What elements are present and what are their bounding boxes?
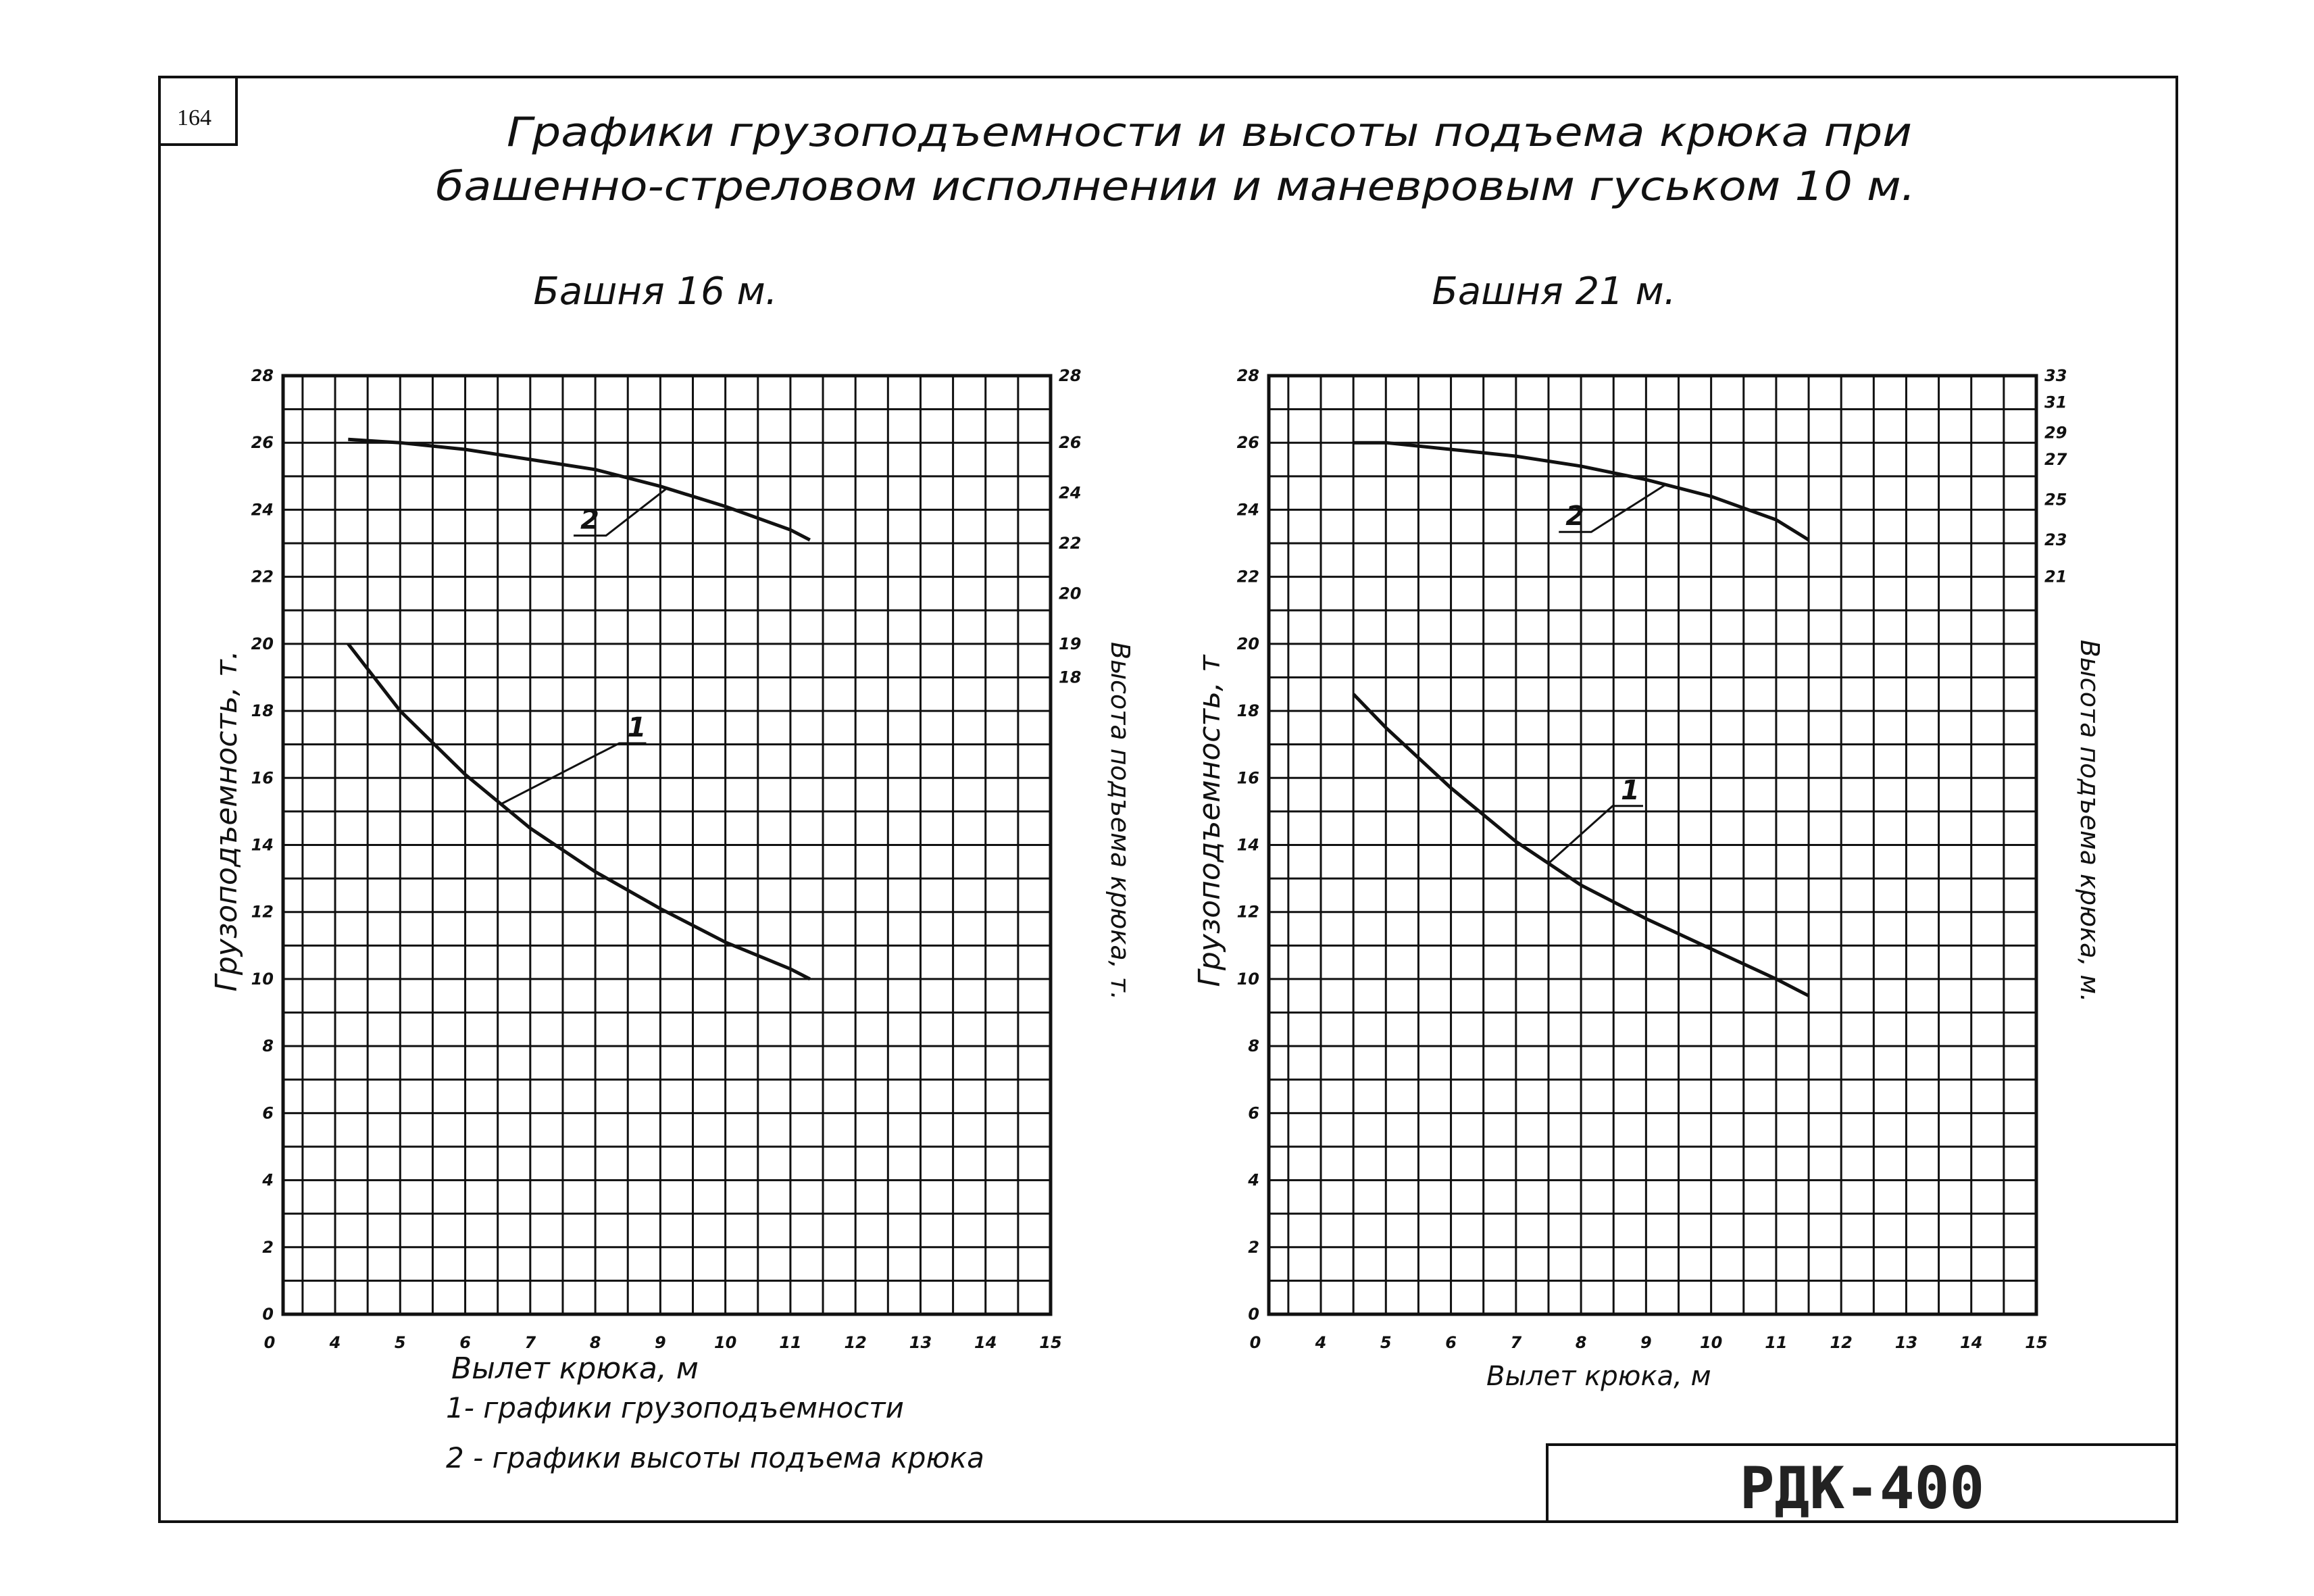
x-tick-label: 11: [1765, 1333, 1788, 1352]
x-tick-label: 14: [974, 1333, 997, 1352]
y2-tick-label: 33: [2044, 366, 2067, 385]
y-tick-label: 22: [1236, 567, 1259, 587]
y-tick-label: 6: [262, 1103, 274, 1123]
y-tick-label: 12: [251, 902, 274, 922]
y-tick-label: 4: [262, 1170, 274, 1190]
x-tick-label: 4: [1315, 1333, 1327, 1352]
stamp-text: РДК-400: [1739, 1455, 1985, 1522]
chart-tower-21: [1192, 270, 2105, 1392]
x-tick-label: 7: [524, 1333, 536, 1352]
y2-tick-label: 31: [2044, 393, 2067, 412]
y2-tick-label: 22: [1059, 534, 1082, 553]
x-tick-label: 10: [713, 1333, 737, 1352]
y2-tick-label: 27: [2044, 450, 2067, 470]
y2-tick-label: 19: [1059, 634, 1082, 653]
x-tick-label: 9: [655, 1333, 666, 1352]
y-axis-label: Грузоподъемность, т: [1192, 655, 1227, 987]
chart-ticks: [251, 366, 1082, 1352]
x-tick-label: 0: [263, 1333, 276, 1352]
y-tick-label: 12: [1236, 902, 1259, 922]
x-tick-label: 5: [394, 1333, 406, 1352]
x-tick-label: 13: [1894, 1333, 1918, 1352]
y2-tick-label: 29: [2044, 423, 2067, 443]
x-tick-label: 13: [909, 1333, 932, 1352]
y-tick-label: 24: [251, 500, 274, 520]
chart-grid: [1269, 376, 2036, 1314]
series-label: 1: [627, 712, 647, 743]
x-tick-label: 12: [1830, 1333, 1853, 1352]
y-tick-label: 14: [251, 835, 274, 855]
y-tick-label: 26: [251, 433, 274, 453]
y-tick-label: 14: [1236, 835, 1259, 855]
x-tick-label: 15: [2025, 1333, 2048, 1352]
y-tick-label: 28: [251, 366, 274, 385]
series-leader: [1549, 806, 1643, 864]
y-tick-label: 2: [262, 1237, 274, 1257]
y-axis-label: Грузоподъемность, т.: [209, 650, 244, 992]
y-tick-label: 26: [1236, 433, 1259, 453]
y-tick-label: 0: [1248, 1305, 1259, 1324]
y-tick-label: 18: [251, 701, 274, 721]
x-axis-label: Вылет крюка, м: [1486, 1361, 1711, 1392]
y2-axis-label: Высота подъема крюка, м.: [2075, 639, 2105, 1003]
y-tick-label: 0: [262, 1305, 274, 1324]
y2-tick-label: 21: [2044, 567, 2067, 587]
x-tick-label: 0: [1249, 1333, 1261, 1352]
x-tick-label: 4: [329, 1333, 341, 1352]
y-tick-label: 24: [1236, 500, 1259, 520]
y-tick-label: 20: [1236, 634, 1259, 653]
y-tick-label: 6: [1248, 1103, 1259, 1123]
y-tick-label: 20: [251, 634, 274, 653]
legend-item-1: 1- графики грузоподъемности: [446, 1391, 904, 1424]
y-tick-label: 8: [262, 1037, 274, 1056]
x-tick-label: 5: [1380, 1333, 1392, 1352]
chart-tower-16: [209, 270, 1135, 1386]
x-tick-label: 8: [589, 1333, 601, 1352]
y-tick-label: 2: [1248, 1237, 1259, 1257]
y-tick-label: 8: [1248, 1037, 1259, 1056]
chart-title: Башня 21 м.: [1432, 270, 1676, 314]
page-title-line1: Графики грузоподъемности и высоты подъема крюка при: [507, 109, 1912, 156]
y-tick-label: 28: [1236, 366, 1259, 385]
y-tick-label: 22: [251, 567, 274, 587]
x-tick-label: 15: [1039, 1333, 1062, 1352]
x-tick-label: 9: [1640, 1333, 1652, 1352]
y2-tick-label: 26: [1059, 433, 1082, 453]
y2-tick-label: 18: [1059, 668, 1082, 687]
y-tick-label: 18: [1236, 701, 1259, 721]
x-tick-label: 6: [1445, 1333, 1457, 1352]
x-tick-label: 12: [844, 1333, 867, 1352]
y2-axis-label: Высота подъема крюка, т.: [1105, 641, 1135, 1001]
x-tick-label: 6: [459, 1333, 471, 1352]
series-label: 2: [1565, 501, 1585, 532]
chart-series: [348, 439, 810, 979]
y2-tick-label: 24: [1059, 483, 1082, 503]
legend-item-2: 2 - графики высоты подъема крюка: [446, 1441, 984, 1474]
x-tick-label: 7: [1510, 1333, 1522, 1352]
y-tick-label: 10: [251, 969, 274, 989]
y-tick-label: 16: [251, 768, 274, 788]
series-line-2: [348, 439, 810, 540]
y-tick-label: 4: [1248, 1170, 1259, 1190]
x-tick-label: 11: [779, 1333, 802, 1352]
x-tick-label: 14: [1960, 1333, 1983, 1352]
y2-tick-label: 25: [2044, 490, 2067, 509]
y-tick-label: 10: [1236, 969, 1259, 989]
page-number: 164: [177, 105, 211, 130]
y2-tick-label: 28: [1059, 366, 1082, 385]
x-tick-label: 10: [1699, 1333, 1723, 1352]
chart-grid: [283, 376, 1051, 1314]
y-tick-label: 16: [1236, 768, 1259, 788]
series-leader: [501, 743, 647, 804]
page-title-line2: башенно-стреловом исполнении и маневровым гуськом 10 м.: [436, 163, 1915, 210]
x-tick-label: 8: [1575, 1333, 1587, 1352]
chart-ticks: [1237, 366, 2067, 1352]
series-label: 1: [1620, 774, 1640, 806]
y2-tick-label: 23: [2044, 530, 2067, 550]
series-label: 2: [580, 504, 599, 536]
chart-title: Башня 16 м.: [533, 270, 778, 314]
y2-tick-label: 20: [1059, 584, 1082, 603]
x-axis-label: Вылет крюка, м: [451, 1351, 699, 1386]
